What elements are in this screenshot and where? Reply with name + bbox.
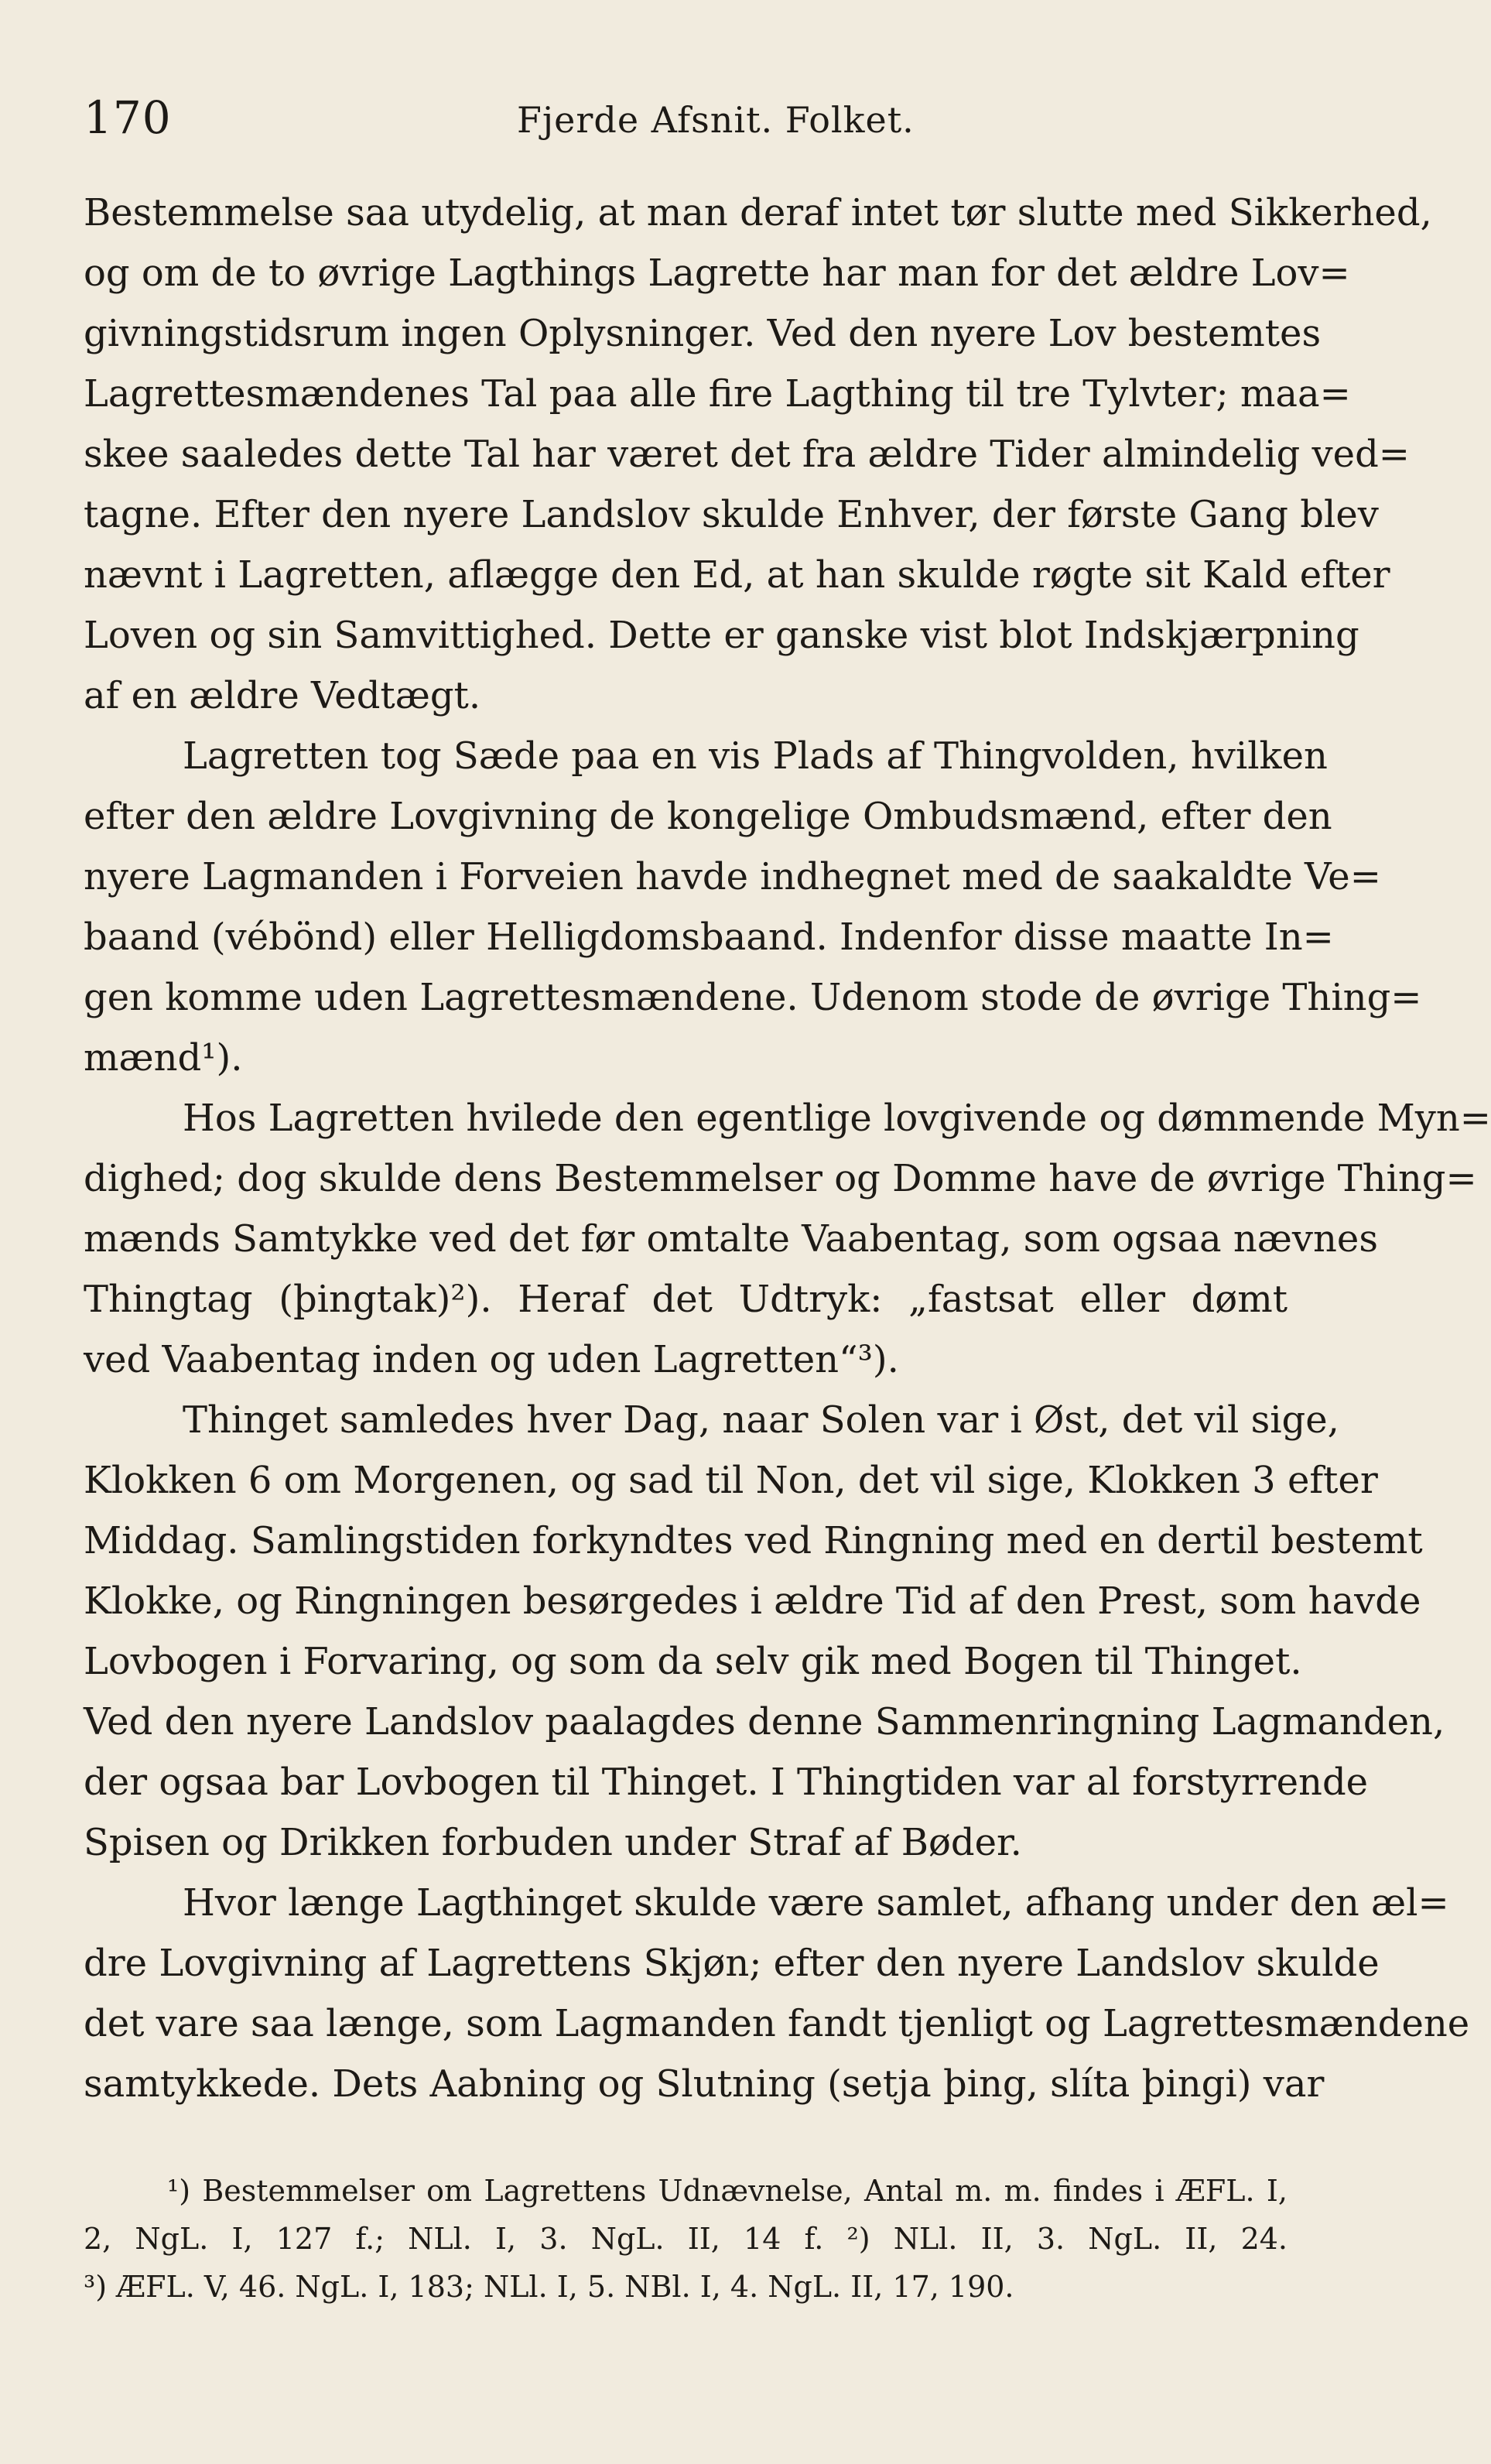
text-line: Hos Lagretten hvilede den egentlige lovgivende og dømmende Myn= bbox=[183, 1097, 1491, 1140]
text-line: af en ældre Vedtægt. bbox=[84, 674, 481, 717]
text-line: samtykkede. Dets Aabning og Slutning (setja þing, slíta þingi) var bbox=[84, 2062, 1325, 2106]
text-line: mænd¹). bbox=[84, 1036, 243, 1080]
text-line: Lovbogen i Forvaring, og som da selv gik med Bogen til Thinget. bbox=[84, 1640, 1302, 1683]
text-line: Ved den nyere Landslov paalagdes denne Sammenringning Lagmanden, bbox=[84, 1700, 1445, 1744]
text-line: Spisen og Drikken forbuden under Straf af Bøder. bbox=[84, 1821, 1022, 1864]
text-line: Thinget samledes hver Dag, naar Solen var i Øst, det vil sige, bbox=[183, 1398, 1339, 1442]
text-line: Thingtag (þingtak)²). Heraf det Udtryk: „fastsat eller dømt bbox=[84, 1278, 1288, 1321]
main-text bbox=[84, 183, 1491, 2114]
text-line: og om de to øvrige Lagthings Lagrette har man for det ældre Lov= bbox=[84, 252, 1350, 295]
text-line: det vare saa længe, som Lagmanden fandt tjenligt og Lagrettesmændene bbox=[84, 2002, 1470, 2045]
footnote-line: 2, NgL. I, 127 f.; NLl. I, 3. NgL. II, 14 f. ²) NLl. II, 3. NgL. II, 24. bbox=[84, 2222, 1288, 2256]
text-line: mænds Samtykke ved det før omtalte Vaabentag, som ogsaa nævnes bbox=[84, 1217, 1378, 1261]
footnotes bbox=[84, 2167, 1288, 2311]
text-line: nævnt i Lagretten, aflægge den Ed, at han skulde røgte sit Kald efter bbox=[84, 553, 1390, 597]
text-line: givningstidsrum ingen Oplysninger. Ved den nyere Lov bestemtes bbox=[84, 312, 1322, 355]
text-line: efter den ældre Lovgivning de kongelige Ombudsmænd, efter den bbox=[84, 795, 1332, 838]
page-number: 170 bbox=[84, 91, 172, 144]
text-line: Klokken 6 om Morgenen, og sad til Non, det vil sige, Klokken 3 efter bbox=[84, 1459, 1378, 1502]
running-head: Fjerde Afsnit. Folket. bbox=[517, 99, 915, 141]
text-line: Hvor længe Lagthinget skulde være samlet, afhang under den æl= bbox=[183, 1881, 1449, 1925]
text-line: skee saaledes dette Tal har været det fra ældre Tider almindelig ved= bbox=[84, 433, 1411, 476]
text-line: nyere Lagmanden i Forveien havde indhegnet med de saakaldte Ve= bbox=[84, 855, 1381, 898]
text-line: Lagretten tog Sæde paa en vis Plads af Thingvolden, hvilken bbox=[183, 734, 1328, 778]
text-line: dre Lovgivning af Lagrettens Skjøn; efter den nyere Landslov skulde bbox=[84, 1942, 1380, 1985]
text-line: dighed; dog skulde dens Bestemmelser og Domme have de øvrige Thing= bbox=[84, 1157, 1477, 1200]
text-line: der ogsaa bar Lovbogen til Thinget. I Thingtiden var al forstyrrende bbox=[84, 1761, 1369, 1804]
text-line: gen komme uden Lagrettesmændene. Udenom stode de øvrige Thing= bbox=[84, 976, 1422, 1019]
footnote-line: ¹) Bestemmelser om Lagrettens Udnævnelse, Antal m. m. findes i ÆFL. I, bbox=[167, 2174, 1288, 2208]
text-line: Bestemmelse saa utydelig, at man deraf intet tør slutte med Sikkerhed, bbox=[84, 191, 1432, 234]
text-line: Lagrettesmændenes Tal paa alle fire Lagthing til tre Tylvter; maa= bbox=[84, 372, 1351, 416]
text-line: baand (vébönd) eller Helligdomsbaand. Indenfor disse maatte In= bbox=[84, 915, 1334, 959]
text-line: ved Vaabentag inden og uden Lagretten“³). bbox=[84, 1338, 899, 1381]
footnote-line: ³) ÆFL. V, 46. NgL. I, 183; NLl. I, 5. NBl. I, 4. NgL. II, 17, 190. bbox=[84, 2270, 1014, 2304]
text-line: Klokke, og Ringningen besørgedes i ældre Tid af den Prest, som havde bbox=[84, 1579, 1421, 1623]
page-header bbox=[84, 91, 1291, 161]
text-line: Middag. Samlingstiden forkyndtes ved Ringning med en dertil bestemt bbox=[84, 1519, 1423, 1562]
text-line: tagne. Efter den nyere Landslov skulde Enhver, der første Gang blev bbox=[84, 493, 1379, 536]
text-line: Loven og sin Samvittighed. Dette er ganske vist blot Indskjærpning bbox=[84, 614, 1359, 657]
